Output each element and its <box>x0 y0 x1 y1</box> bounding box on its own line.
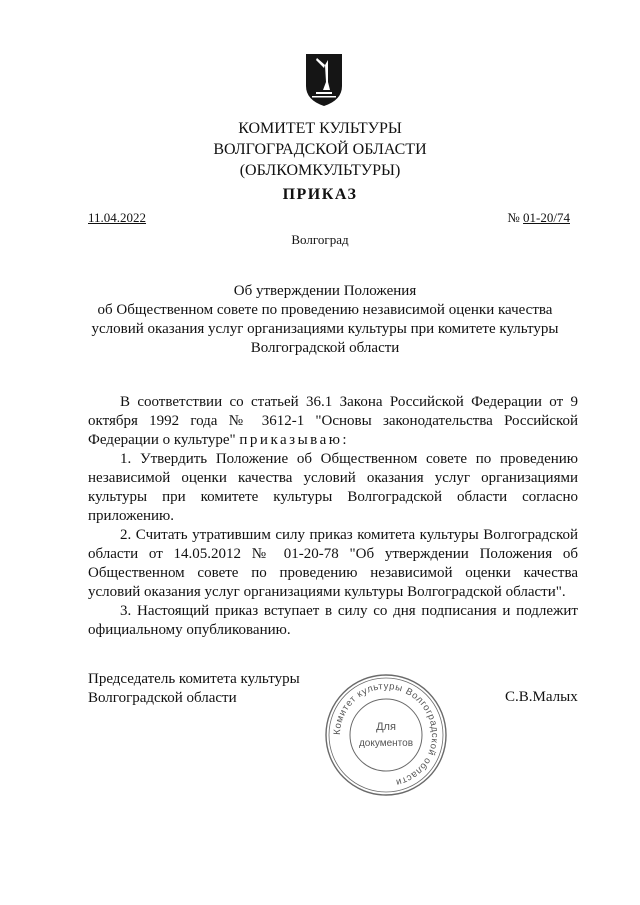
order-item-3: 3. Настоящий приказ вступает в силу со дня подписания и подлежит официальному опубликованию. <box>88 603 578 638</box>
order-body <box>88 393 578 640</box>
stamp-ring-text: Комитет культуры Волгоградской области <box>331 680 441 788</box>
city: Волгоград <box>291 232 349 247</box>
subject-line-2: об Общественном совете по проведению независимой оценки качества <box>97 302 553 318</box>
order-subject <box>70 282 580 358</box>
org-line-2: ВОЛГОГРАДСКОЙ ОБЛАСТИ <box>213 141 427 158</box>
position-line-1: Председатель комитета культуры <box>88 671 300 687</box>
order-keyword: приказываю: <box>239 432 350 448</box>
order-date: 11.04.2022 <box>88 210 147 225</box>
official-stamp <box>323 672 449 798</box>
order-title: ПРИКАЗ <box>282 186 358 203</box>
svg-text:Комитет культуры Волгоградской <box>332 681 440 788</box>
order-number <box>507 210 570 226</box>
subject-line-1: Об утверждении Положения <box>233 283 417 299</box>
org-line-3: (ОБЛКОМКУЛЬТУРЫ) <box>239 162 401 179</box>
order-item-1: 1. Утвердить Положение об Общественном совете по проведению независимой оценки качества условий оказания услуг организациями культуры при комитете культуры Волгоградской области согласно приложению. <box>88 451 578 524</box>
org-line-1: КОМИТЕТ КУЛЬТУРЫ <box>238 120 402 137</box>
order-item-2: 2. Считать утратившим силу приказ комитета культуры Волгоградской области от 14.05.2012 № 01-20-78 "Об утверждении Положения об Общественном совете по проведению независимой оценки качества условий оказания услуг организациями культуры Волгоградской области". <box>88 527 578 600</box>
subject-line-4: Волгоградской области <box>250 340 400 356</box>
intro-text: В соответствии со статьей 36.1 Закона Российской Федерации от 9 октября 1992 года № 3612-1 "Основы законодательства Российской Федерации о культуре" <box>88 394 578 448</box>
coat-of-arms-icon <box>304 52 344 108</box>
subject-line-3: условий оказания услуг организациями культуры при комитете культуры <box>91 321 559 337</box>
stamp-center-line-2: документов <box>358 738 414 749</box>
signatory-name: С.В.Малых <box>505 689 578 705</box>
signatory-position <box>88 670 300 708</box>
position-line-2: Волгоградской области <box>88 690 237 706</box>
stamp-center-line-1: Для <box>376 721 396 733</box>
order-number-value: 01-20/74 <box>523 210 570 225</box>
organization-name <box>0 118 640 181</box>
order-number-prefix: № <box>507 210 524 225</box>
intro-paragraph <box>88 393 578 450</box>
